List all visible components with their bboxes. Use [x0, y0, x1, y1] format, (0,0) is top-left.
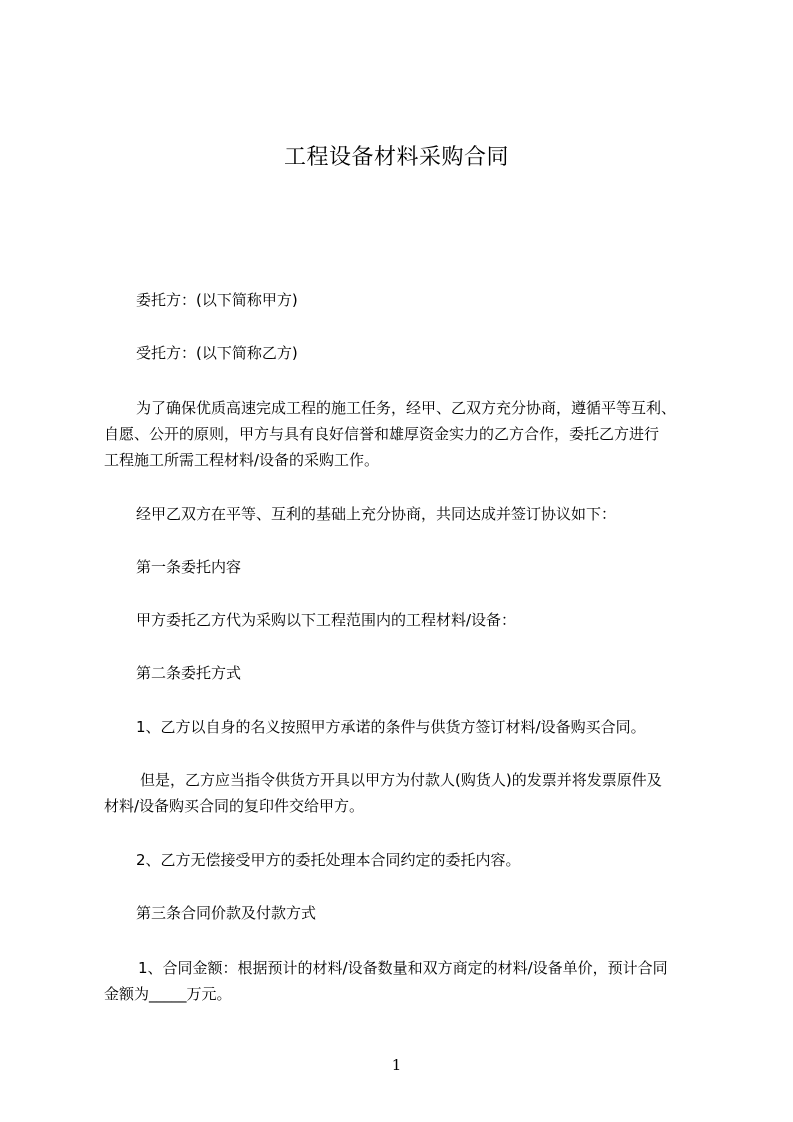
- paragraph-line: 1、合同金额：根据预计的材料/设备数量和双方商定的材料/设备单价，预计合同: [138, 959, 668, 977]
- paragraph-line: 1、乙方以自身的名义按照甲方承诺的条件与供货方签订材料/设备购买合同。: [136, 718, 646, 736]
- paragraph-clause-2-2: [104, 847, 694, 873]
- section-heading-1: [104, 554, 694, 580]
- paragraph-line: 甲方委托乙方代为采购以下工程范围内的工程材料/设备：: [136, 611, 517, 629]
- paragraph-trustee: [104, 340, 694, 366]
- paragraph-purpose: [104, 395, 694, 473]
- paragraph-line: 经甲乙双方在平等、互利的基础上充分协商，共同达成并签订协议如下：: [136, 505, 617, 523]
- paragraph-line: 受托方：(以下简称乙方): [136, 344, 298, 362]
- section-heading-3: [104, 900, 694, 926]
- paragraph-clause-2-1: [104, 714, 694, 740]
- paragraph-clause-2-1-continued: [104, 767, 694, 819]
- paragraph-line: 为了确保优质高速完成工程的施工任务，经甲、乙双方充分协商，遵循平等互利、: [136, 399, 677, 417]
- paragraph-line: 金额为_____万元。: [104, 985, 232, 1003]
- paragraph-scope: [104, 607, 694, 633]
- document-title: 工程设备材料采购合同: [283, 145, 509, 170]
- paragraph-line: 第二条委托方式: [136, 664, 242, 682]
- paragraph-line: 工程施工所需工程材料/设备的采购工作。: [104, 451, 380, 469]
- paragraph-line: 第三条合同价款及付款方式: [136, 904, 317, 922]
- paragraph-line: 2、乙方无偿接受甲方的委托处理本合同约定的委托内容。: [136, 851, 521, 869]
- paragraph-clause-3-1: [104, 955, 694, 1007]
- paragraph-line: 委托方：(以下简称甲方): [136, 291, 298, 309]
- paragraph-client: [104, 287, 694, 313]
- paragraph-line: 材料/设备购买合同的复印件交给甲方。: [104, 797, 365, 815]
- paragraph-agreement: [104, 501, 694, 527]
- paragraph-line: 第一条委托内容: [136, 558, 242, 576]
- paragraph-line: 但是，乙方应当指令供货方开具以甲方为付款人(购货人)的发票并将发票原件及: [140, 771, 662, 789]
- page-number: 1: [391, 1056, 402, 1074]
- section-heading-2: [104, 660, 694, 686]
- paragraph-line: 自愿、公开的原则，甲方与具有良好信誉和雄厚资金实力的乙方合作，委托乙方进行: [104, 425, 660, 443]
